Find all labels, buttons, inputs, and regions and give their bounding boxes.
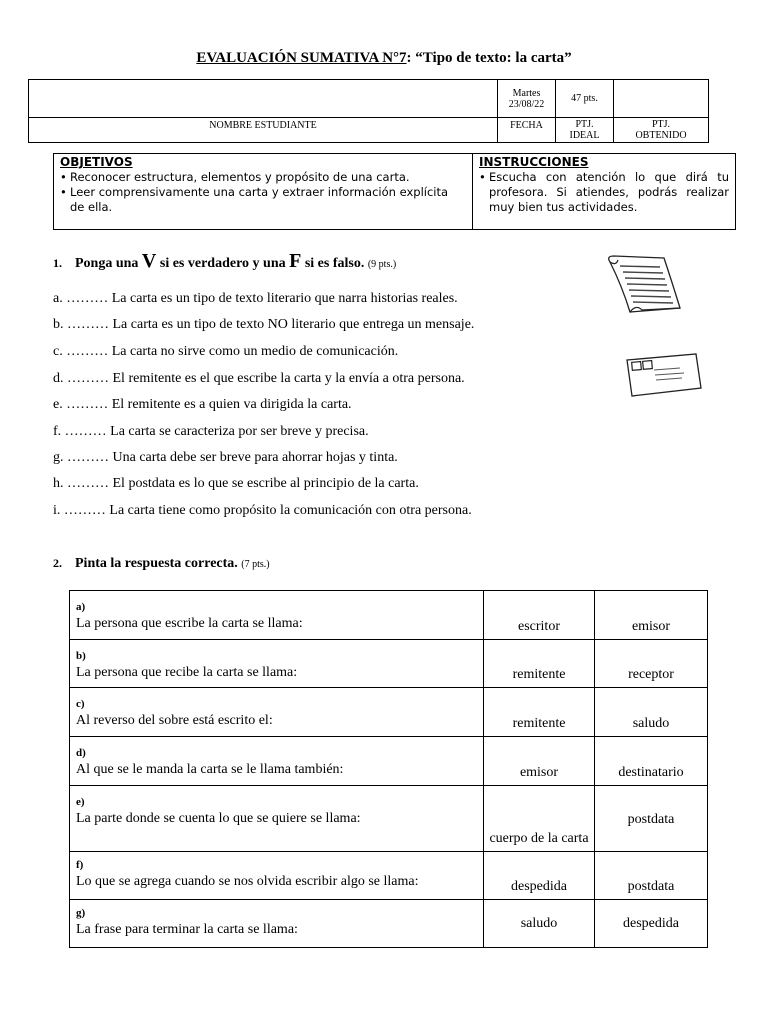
row-question: La persona que escribe la carta se llama:	[76, 616, 303, 631]
letter-f: F	[289, 250, 302, 272]
instructions-heading: INSTRUCCIONES	[479, 155, 589, 169]
page-title	[0, 50, 768, 67]
instruction-item: • Escucha con atención lo que dirá tu profesora. Si atiendes, podrás realizar muy bien tus actividades.	[479, 170, 729, 215]
question-1-text: si es verdadero y una	[156, 256, 290, 271]
true-false-item[interactable]: c. ……… La carta no sirve como un medio de comunicación.	[53, 344, 399, 359]
answer-option[interactable]: despedida	[484, 852, 595, 900]
true-false-item[interactable]: a. ……… La carta es un tipo de texto literario que narra historias reales.	[53, 291, 458, 306]
table-row	[70, 591, 708, 640]
title-main: EVALUACIÓN SUMATIVA N°7	[196, 50, 407, 66]
row-letter: g)	[76, 907, 86, 919]
answer-option[interactable]: emisor	[595, 591, 708, 640]
row-question: La frase para terminar la carta se llama:	[76, 922, 298, 937]
question-1-points: (9 pts.)	[367, 259, 397, 270]
table-row	[70, 852, 708, 900]
answer-option[interactable]: escritor	[484, 591, 595, 640]
row-question: Lo que se agrega cuando se nos olvida escribir algo se llama:	[76, 874, 419, 889]
true-false-item[interactable]: b. ……… La carta es un tipo de texto NO literario que entrega un mensaje.	[53, 317, 475, 332]
answer-choices-table	[69, 590, 708, 948]
instructions-cell	[473, 154, 736, 230]
question-cell	[70, 688, 484, 737]
answer-option[interactable]: saludo	[595, 688, 708, 737]
answer-option[interactable]: emisor	[484, 737, 595, 786]
student-name-field[interactable]	[29, 80, 498, 118]
table-row	[70, 737, 708, 786]
true-false-item[interactable]: e. ……… El remitente es a quien va dirigida la carta.	[53, 397, 352, 412]
label-student-name: NOMBRE ESTUDIANTE	[29, 118, 498, 143]
student-info-table	[28, 79, 709, 143]
row-question: Al reverso del sobre está escrito el:	[76, 713, 273, 728]
answer-option[interactable]: receptor	[595, 640, 708, 688]
objective-item: • Reconocer estructura, elementos y propósito de una carta.	[60, 170, 466, 185]
question-2-heading	[53, 556, 270, 572]
label-date: FECHA	[498, 118, 556, 143]
question-1-text: Ponga una	[75, 256, 142, 271]
answer-option[interactable]: remitente	[484, 640, 595, 688]
label-obtained-points: PTJ. OBTENIDO	[614, 118, 709, 143]
day-text: Martes	[512, 87, 541, 99]
answer-option[interactable]: postdata	[595, 852, 708, 900]
letter-v: V	[141, 250, 157, 272]
true-false-item[interactable]: g. ……… Una carta debe ser breve para ahorrar hojas y tinta.	[53, 450, 398, 465]
question-cell	[70, 900, 484, 948]
title-subtitle: : “Tipo de texto: la carta”	[406, 50, 572, 66]
question-cell	[70, 786, 484, 852]
objectives-cell	[54, 154, 473, 230]
table-row	[70, 688, 708, 737]
row-letter: c)	[76, 698, 85, 710]
question-cell	[70, 737, 484, 786]
label-ideal-points: PTJ. IDEAL	[556, 118, 614, 143]
row-question: Al que se le manda la carta se le llama también:	[76, 762, 344, 777]
row-question: La parte donde se cuenta lo que se quiere se llama:	[76, 811, 361, 826]
envelope-icon	[624, 352, 704, 398]
answer-option[interactable]: cuerpo de la carta	[484, 786, 595, 852]
answer-option[interactable]: postdata	[595, 786, 708, 852]
true-false-item[interactable]: d. ……… El remitente es el que escribe la carta y la envía a otra persona.	[53, 371, 465, 386]
date-cell	[498, 80, 556, 118]
row-letter: a)	[76, 601, 86, 613]
true-false-item[interactable]: h. ……… El postdata es lo que se escribe al principio de la carta.	[53, 476, 419, 491]
question-1-text: si es falso.	[301, 256, 365, 271]
date-text: 23/08/22	[508, 98, 545, 110]
row-question: La persona que recibe la carta se llama:	[76, 665, 298, 680]
question-cell	[70, 852, 484, 900]
question-cell	[70, 591, 484, 640]
question-1-number: 1.	[53, 256, 62, 270]
row-letter: b)	[76, 650, 86, 662]
table-row	[70, 640, 708, 688]
ideal-points-cell: 47 pts.	[556, 80, 614, 118]
question-cell	[70, 640, 484, 688]
answer-option[interactable]: saludo	[484, 900, 595, 948]
question-2-number: 2.	[53, 556, 62, 570]
question-1-heading	[53, 250, 396, 273]
obtained-points-field[interactable]	[614, 80, 709, 118]
objective-item: • Leer comprensivamente una carta y extraer información explícita de ella.	[60, 185, 466, 215]
row-letter: f)	[76, 859, 84, 871]
objectives-heading: OBJETIVOS	[60, 155, 133, 169]
row-letter: d)	[76, 747, 86, 759]
question-2-text: Pinta la respuesta correcta.	[75, 556, 238, 571]
true-false-item[interactable]: f. ……… La carta se caracteriza por ser breve y precisa.	[53, 424, 369, 439]
table-row	[70, 786, 708, 852]
question-2-points: (7 pts.)	[241, 559, 270, 570]
answer-option[interactable]: despedida	[595, 900, 708, 948]
letter-scroll-icon	[602, 252, 688, 318]
row-letter: e)	[76, 796, 85, 808]
true-false-item[interactable]: i. ……… La carta tiene como propósito la comunicación con otra persona.	[53, 503, 472, 518]
objectives-instructions-box	[53, 153, 736, 230]
answer-option[interactable]: destinatario	[595, 737, 708, 786]
answer-option[interactable]: remitente	[484, 688, 595, 737]
table-row	[70, 900, 708, 948]
